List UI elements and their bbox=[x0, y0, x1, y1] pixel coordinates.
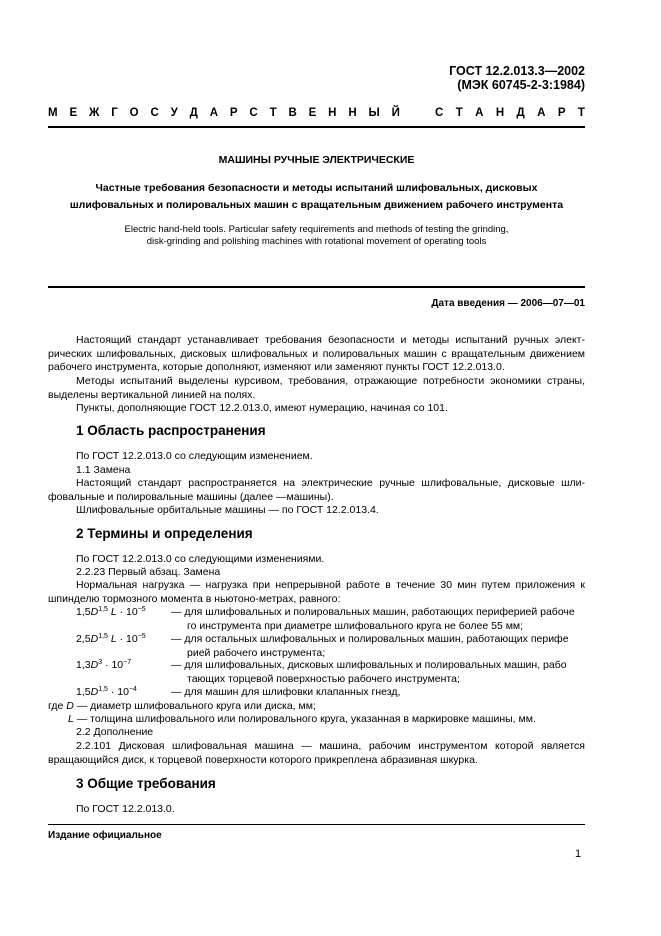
section-1-line-1: По ГОСТ 12.2.013.0 со следующим изменением. bbox=[76, 450, 313, 462]
standard-code: ГОСТ 12.2.013.3—2002 bbox=[449, 64, 585, 78]
banner-letter: Ж bbox=[88, 107, 100, 119]
banner-letter: Д bbox=[516, 107, 525, 119]
section-2-paragraph-1: Нормальная нагрузка — нагрузка при непрерывной работе в течение 30 мин путем приложения к шпинделю тормозного момента в ньютоно-метрах, равного: bbox=[48, 579, 585, 605]
page-number: 1 bbox=[575, 848, 582, 860]
english-title-line-2: disk-grinding and polishing machines with rotational movement of operating tools bbox=[146, 236, 487, 247]
banner-letter: А bbox=[475, 107, 484, 119]
section-2-line-2: 2.2.23 Первый абзац. Замена bbox=[76, 566, 221, 578]
edition-label: Издание официальное bbox=[48, 830, 162, 841]
formula-3-expression: $1,3D^3 \cdot 10^{-7}$ bbox=[76, 659, 132, 671]
section-1-heading: 1 Область распространения bbox=[76, 423, 266, 438]
banner-letter: Д bbox=[189, 107, 198, 119]
formula-1-expression: $1,5D^{1,5}$ $L \cdot 10^{-5}$ bbox=[76, 606, 146, 618]
intro-paragraph-2: Методы испытаний выделены курсивом, требования, отражающие потребности экономики страны, выделены вертикальной линией на полях. bbox=[48, 375, 585, 401]
section-2-line-3: 2.2 Дополнение bbox=[76, 726, 154, 738]
section-3-line-1: По ГОСТ 12.2.013.0. bbox=[76, 803, 175, 815]
top-rule bbox=[48, 126, 585, 128]
banner-letter: С bbox=[435, 107, 444, 119]
section-2-paragraph-2: 2.2.101 Дисковая шлифовальная машина — машина, рабочим инструментом которой является вращающийся диск, к торцевой поверхности которого прикреплена абразивная шкурка. bbox=[48, 740, 585, 766]
banner-letter: Н bbox=[328, 107, 337, 119]
section-3-heading: 3 Общие требования bbox=[76, 776, 216, 791]
banner-letter: А bbox=[209, 107, 219, 119]
banner-letter: С bbox=[150, 107, 159, 119]
formula-2-description: — для остальных шлифовальных и полировальных машин, работающих перифе рией рабочего инструмента; bbox=[171, 633, 569, 659]
banner-letter: Ы bbox=[368, 107, 380, 119]
banner-left bbox=[48, 107, 400, 119]
formula-4-description: — для машин для шлифовки клапанных гнезд, bbox=[171, 686, 401, 698]
formula-4-expression: $1,5D^{1,5} \cdot 10^{-4}$ bbox=[76, 686, 137, 698]
banner-letter: В bbox=[288, 107, 297, 119]
title-rule bbox=[48, 286, 585, 288]
iec-code: (МЭК 60745-2-3:1984) bbox=[457, 78, 585, 92]
banner-letter: Г bbox=[111, 107, 118, 119]
banner-letter: Р bbox=[557, 107, 566, 119]
banner-letter: Й bbox=[391, 107, 400, 119]
english-title bbox=[48, 224, 585, 248]
banner-letter: Н bbox=[495, 107, 505, 119]
banner-letter: Т bbox=[577, 107, 585, 119]
banner-letter: Т bbox=[269, 107, 277, 119]
banner-letter: Н bbox=[348, 107, 357, 119]
english-title-line-1: Electric hand-held tools. Particular safety requirements and methods of testing the grinding, bbox=[124, 224, 509, 235]
formula-1-description: — для шлифовальных и полировальных машин, работающих периферией рабоче го инструмента при диаметре шлифовального круга не более 55 мм; bbox=[171, 606, 575, 632]
banner-letter: М bbox=[48, 107, 58, 119]
subtitle-line-1: Частные требования безопасности и методы испытаний шлифовальных, дисковых bbox=[95, 182, 538, 194]
banner-right bbox=[435, 107, 585, 119]
where-l-line: L — толщина шлифовального или полировального круга, указанная в маркировке машины, мм. bbox=[68, 713, 536, 725]
document-title: МАШИНЫ РУЧНЫЕ ЭЛЕКТРИЧЕСКИЕ bbox=[218, 154, 415, 166]
banner-letter: С bbox=[249, 107, 258, 119]
standard-banner bbox=[48, 107, 585, 119]
formula-3-description: — для шлифовальных, дисковых шлифовальных и полировальных машин, рабо тающих торцевой поверхностью рабочего инструмента; bbox=[171, 659, 567, 685]
section-1-line-2: 1.1 Замена bbox=[76, 464, 131, 476]
section-1-paragraph: Настоящий стандарт распространяется на электрические ручные шлифовальные, дисковые шлифовальные и полировальные машины (далее —машины). bbox=[48, 477, 585, 503]
intro-paragraph-1: Настоящий стандарт устанавливает требования безопасности и методы испытаний ручных электрических шлифовальных, дисковых шлифовальных и полировальных машин с вращательным движением рабочего инструмента, которые дополняют, изменяют или заменяют пункты ГОСТ 12.2.013.0. bbox=[48, 334, 585, 373]
effective-date: Дата введения — 2006—07—01 bbox=[431, 298, 585, 309]
banner-letter: Е bbox=[308, 107, 317, 119]
section-2-heading: 2 Термины и определения bbox=[76, 526, 253, 541]
banner-letter: Р bbox=[229, 107, 238, 119]
intro-paragraph-3: Пункты, дополняющие ГОСТ 12.2.013.0, имеют нумерацию, начиная со 101. bbox=[76, 402, 448, 414]
document-subtitle bbox=[48, 180, 585, 214]
banner-letter: У bbox=[170, 107, 178, 119]
subtitle-line-2: шлифовальных и полировальных машин с вращательным движением рабочего инструмента bbox=[69, 199, 564, 211]
banner-letter: О bbox=[129, 107, 139, 119]
section-1-line-3: Шлифовальные орбитальные машины — по ГОСТ 12.2.013.4. bbox=[76, 504, 379, 516]
banner-letter: Т bbox=[455, 107, 463, 119]
banner-letter: Е bbox=[69, 107, 78, 119]
banner-letter: А bbox=[537, 107, 546, 119]
section-2-line-1: По ГОСТ 12.2.013.0 со следующими изменениями. bbox=[76, 553, 325, 565]
where-d-line: где D — диаметр шлифовального круга или диска, мм; bbox=[48, 700, 316, 712]
footer-rule bbox=[48, 824, 585, 825]
formula-2-expression: $2,5D^{1,5}$ $L \cdot 10^{-5}$ bbox=[76, 633, 146, 645]
